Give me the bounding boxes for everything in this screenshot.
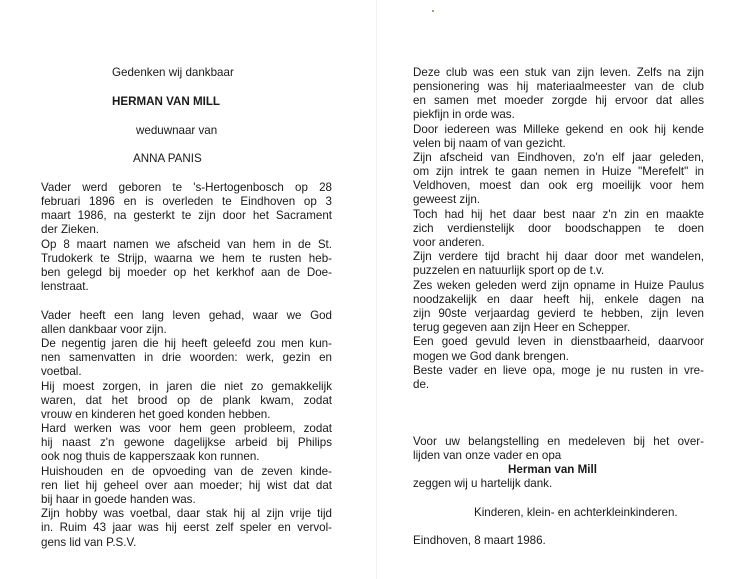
body-line: piekfijn in orde was. bbox=[413, 108, 515, 121]
body-line: nen samenvatten in drie woorden: werk, gezin en bbox=[41, 351, 332, 364]
body-line: in. Ruim 43 jaar was hij eerst zelf speler en vervol- bbox=[41, 521, 332, 534]
body-line: voor anderen. bbox=[413, 236, 485, 249]
body-line: Op 8 maart namen we afscheid van hem in de St. bbox=[41, 238, 332, 251]
intro-line: Gedenken wij dankbaar bbox=[112, 66, 234, 79]
body-line: maart 1986, na gesterkt te zijn door het Sacrament bbox=[41, 209, 332, 222]
body-line: de. bbox=[413, 378, 430, 391]
body-line: terug gegeven aan zijn Heer en Schepper. bbox=[413, 321, 631, 334]
body-line: velen bij naam of van gezicht. bbox=[413, 137, 566, 150]
family-signature: Kinderen, klein- en achterkleinkinderen. bbox=[474, 506, 678, 519]
body-line: Hard werken was voor hem geen probleem, zodat bbox=[41, 422, 332, 435]
thanks-line: Voor uw belangstelling en medeleven bij het over- bbox=[413, 435, 704, 448]
fold-line bbox=[376, 0, 377, 579]
body-line: voetbal. bbox=[41, 365, 82, 378]
body-line: allen dankbaar voor zijn. bbox=[41, 323, 167, 336]
body-line: waren, dat het brood op de plank kwam, zodat bbox=[41, 394, 332, 407]
body-line: Vader heeft een lang leven gehad, waar we God bbox=[41, 309, 332, 322]
body-line: lenstraat. bbox=[41, 280, 89, 293]
body-line: Zijn afscheid van Eindhoven, zo'n elf jaar geleden, bbox=[413, 151, 704, 164]
body-line: Toch had hij het daar best naar z'n zin en maakte bbox=[413, 208, 704, 221]
widower-line: weduwnaar van bbox=[136, 124, 218, 137]
body-line: om zijn intrek te gaan nemen in Huize "Merefelt" in bbox=[413, 165, 704, 178]
spouse-name: ANNA PANIS bbox=[133, 152, 202, 165]
body-line: pensionering was hij materiaalmeester van de club bbox=[413, 80, 704, 93]
body-line: Veldhoven, moest dan ook erg moeilijk voor hem bbox=[413, 179, 704, 192]
body-line: Zijn hobby was voetbal, daar stak hij al zijn vrije tijd bbox=[41, 507, 332, 520]
body-line: gens lid van P.S.V. bbox=[41, 536, 137, 549]
body-line: Een goed gevuld leven in dienstbaarheid, daarvoor bbox=[413, 335, 704, 348]
body-line: februari 1896 en is overleden te Eindhoven op 3 bbox=[41, 195, 332, 208]
body-line: ook nog thuis de kapperszaak kon runnen. bbox=[41, 450, 260, 463]
body-line: Trudokerk te Strijp, waarna we hem te rusten heb- bbox=[41, 252, 332, 265]
body-line: Hij moest zorgen, in jaren die niet zo gemakkelijk bbox=[41, 380, 332, 393]
body-line: ben gelegd bij moeder op het kerkhof aan de Doe- bbox=[41, 266, 332, 279]
body-line: Door iedereen was Milleke gekend en ook hij kende bbox=[413, 123, 704, 136]
body-line: zich verdienstelijk door boodschappen te doen bbox=[413, 222, 704, 235]
thanks-line: lijden van onze vader en opa bbox=[413, 449, 562, 462]
body-line: bij haar in goede handen was. bbox=[41, 493, 196, 506]
body-line: noodzakelijk en daar heeft hij, enkele dagen na bbox=[413, 293, 704, 306]
body-line: Deze club was een stuk van zijn leven. Zelfs na zijn bbox=[413, 66, 704, 79]
body-line: zijn 90ste verjaardag gevierd te hebben, zijn leven bbox=[413, 307, 704, 320]
body-line: Huishouden en de opvoeding van de zeven kinde- bbox=[41, 465, 332, 478]
body-line: puzzelen en natuurlijk sport op de t.v. bbox=[413, 264, 605, 277]
body-line: vrouw en kinderen het goed konden hebben. bbox=[41, 408, 271, 421]
body-line: geweest zijn. bbox=[413, 193, 481, 206]
body-line: hij naast z'n gewone dagelijkse arbeid bij Philips bbox=[41, 436, 332, 449]
body-line: Zes weken geleden werd zijn opname in Huize Paulus bbox=[413, 279, 704, 292]
body-line: der Zieken. bbox=[41, 223, 99, 236]
body-line: Zijn verdere tijd bracht hij daar door met wandelen, bbox=[413, 250, 704, 263]
body-line: mogen we God dank brengen. bbox=[413, 350, 569, 363]
body-line: Beste vader en lieve opa, moge je nu rusten in vre- bbox=[413, 364, 704, 377]
body-line: en samen met moeder zorgde hij ervoor dat alles bbox=[413, 94, 704, 107]
place-date: Eindhoven, 8 maart 1986. bbox=[413, 534, 546, 547]
thanks-line: zeggen wij u hartelijk dank. bbox=[413, 477, 553, 490]
deceased-name-thanks: Herman van Mill bbox=[508, 463, 597, 476]
body-line: De negentig jaren die hij heeft geleefd zou men kun- bbox=[41, 337, 332, 350]
body-line: Vader werd geboren te 's-Hertogenbosch op 28 bbox=[41, 181, 332, 194]
deceased-name: HERMAN VAN MILL bbox=[112, 95, 220, 108]
print-speck bbox=[432, 10, 434, 12]
body-line: ren liet hij geheel over aan moeder; hij wist dat dat bbox=[41, 479, 332, 492]
